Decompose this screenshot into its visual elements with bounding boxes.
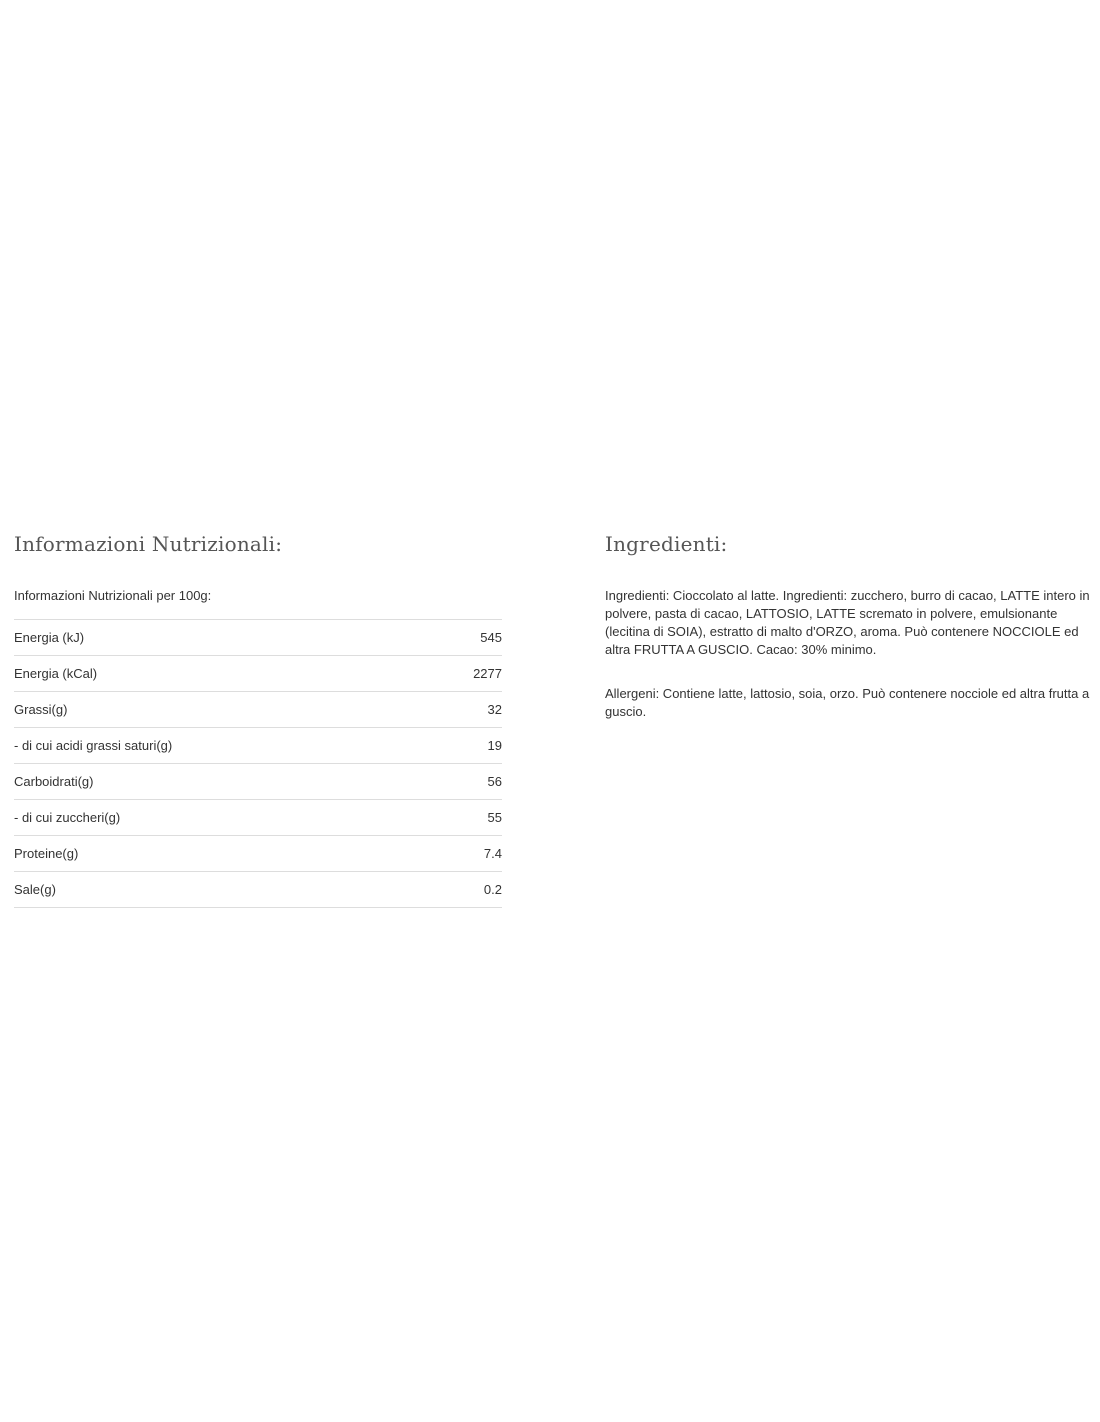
table-row xyxy=(14,692,502,728)
nutrient-label: - di cui acidi grassi saturi(g) xyxy=(14,728,427,764)
nutrient-label: Energia (kJ) xyxy=(14,620,427,656)
nutrient-label: Carboidrati(g) xyxy=(14,764,427,800)
nutrient-value: 55 xyxy=(427,800,502,836)
ingredients-text: Ingredienti: Cioccolato al latte. Ingredienti: zucchero, burro di cacao, LATTE intero in polvere, pasta di cacao, LATTOSIO, LATTE scremato in polvere, emulsionante (lecitina di SOIA), estratto di malto d'ORZO, aroma. Può contenere NOCCIOLE ed altra FRUTTA A GUSCIO. Cacao: 30% minimo. xyxy=(605,588,1090,657)
nutrient-value: 19 xyxy=(427,728,502,764)
nutrient-label: Grassi(g) xyxy=(14,692,427,728)
nutrition-heading: Informazioni Nutrizionali: xyxy=(14,532,283,556)
nutrient-value: 0.2 xyxy=(427,872,502,908)
nutrition-table xyxy=(14,620,502,908)
ingredients-section xyxy=(605,528,1095,721)
table-row xyxy=(14,656,502,692)
nutrient-value: 2277 xyxy=(427,656,502,692)
allergens-text: Allergeni: Contiene latte, lattosio, soia, orzo. Può contenere nocciole ed altra frutta a guscio. xyxy=(605,686,1090,719)
nutrient-label: Proteine(g) xyxy=(14,836,427,872)
nutrient-value: 32 xyxy=(427,692,502,728)
nutrition-intro: Informazioni Nutrizionali per 100g: xyxy=(14,578,502,620)
nutrient-label: - di cui zuccheri(g) xyxy=(14,800,427,836)
table-row xyxy=(14,764,502,800)
nutrient-label: Energia (kCal) xyxy=(14,656,427,692)
ingredients-heading: Ingredienti: xyxy=(605,532,728,556)
nutrient-value: 7.4 xyxy=(427,836,502,872)
nutrient-label: Sale(g) xyxy=(14,872,427,908)
table-row xyxy=(14,872,502,908)
table-row xyxy=(14,800,502,836)
nutrient-value: 56 xyxy=(427,764,502,800)
nutrition-section xyxy=(14,528,502,908)
table-row xyxy=(14,728,502,764)
nutrient-value: 545 xyxy=(427,620,502,656)
table-row xyxy=(14,620,502,656)
table-row xyxy=(14,836,502,872)
